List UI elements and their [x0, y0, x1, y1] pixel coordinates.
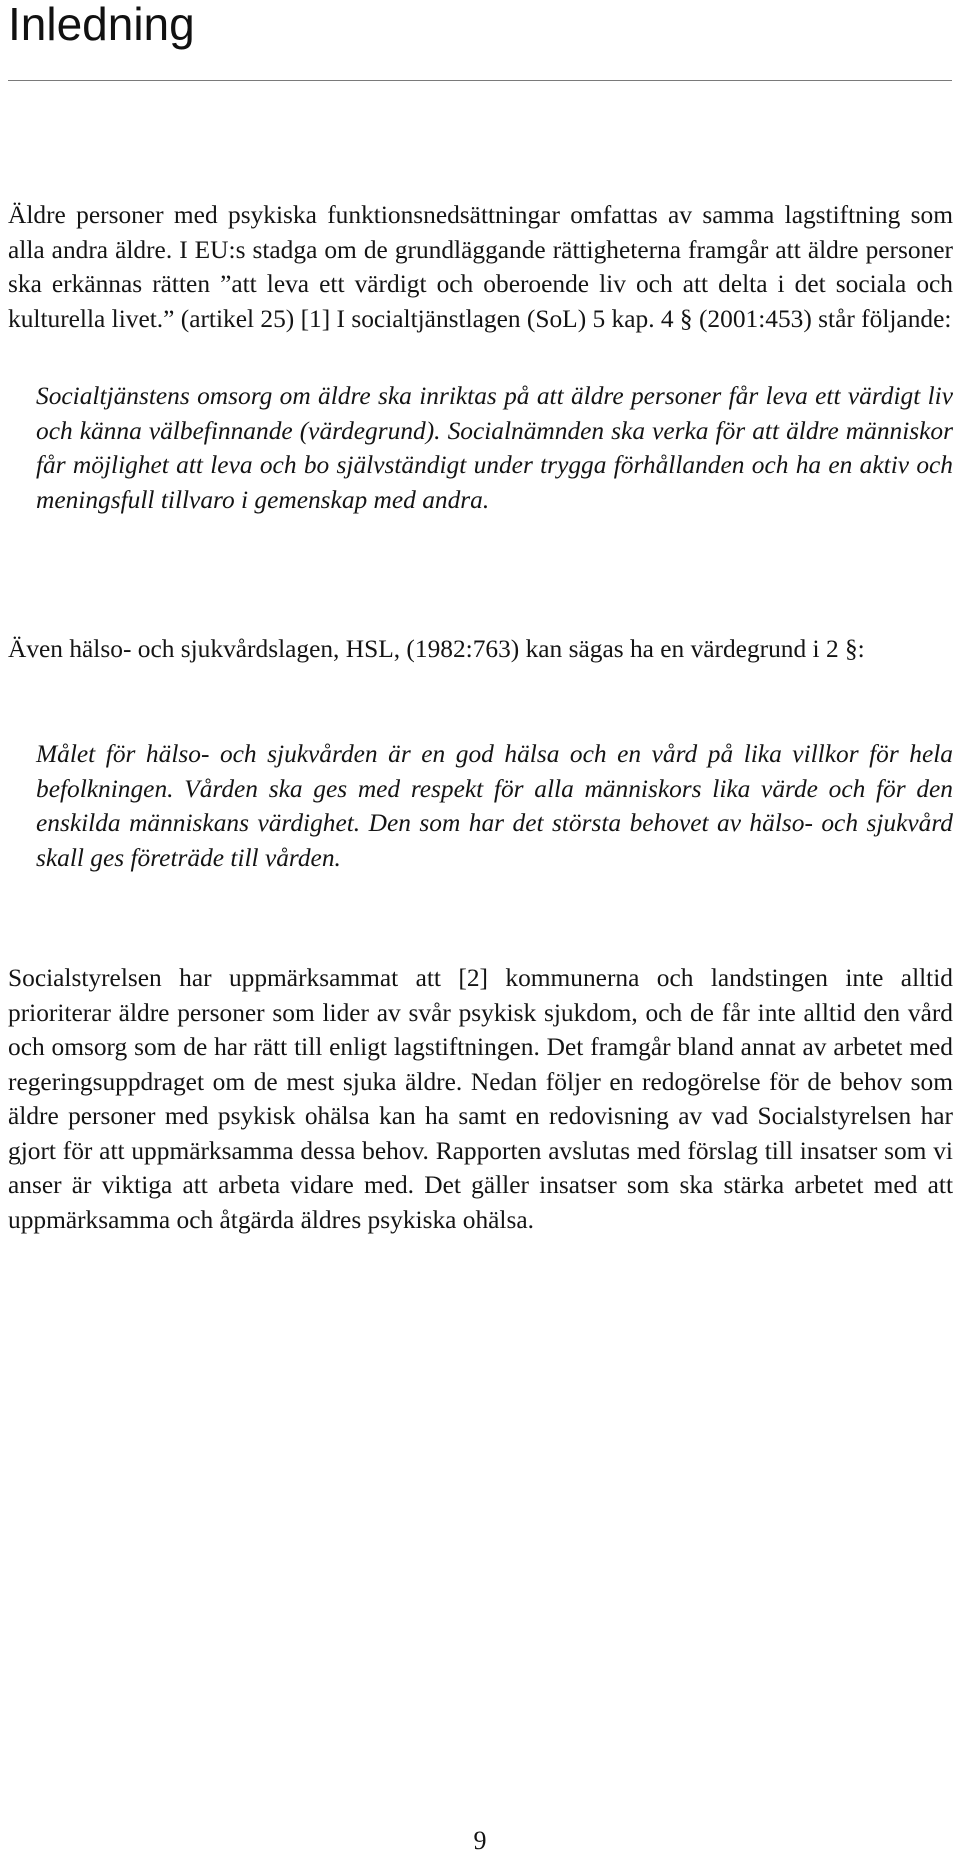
hsl-paragraph: Även hälso- och sjukvårdslagen, HSL, (1982:763) kan sägas ha en värdegrund i 2 §: — [8, 635, 865, 663]
page-number: 9 — [473, 1826, 487, 1855]
sol-quote: Socialtjänstens omsorg om äldre ska inriktas på att äldre personer får leva ett värdigt liv och känna välbefinnande (värdegrund). Socialnämnden ska verka för att äldre människor får möjlighet att leva och bo självständigt under trygga förhållanden och ha en aktiv och meningsfull tillvaro i gemenskap med andra. — [36, 382, 953, 514]
socialstyrelsen-paragraph: Socialstyrelsen har uppmärksammat att [2] kommunerna och landstingen inte alltid prioriterar äldre personer som lider av svår psykisk sjukdom, och de får inte alltid den vård och omsorg som de har rätt till enligt lagstiftningen. Det framgår bland annat av arbetet med regeringsuppdraget om de mest sjuka äldre. Nedan följer en redogörelse för de behov som äldre personer med psykisk ohälsa kan ha samt en redovisning av vad Socialstyrelsen har gjort för att uppmärksamma dessa behov. Rapporten avslutas med förslag till insatser som vi anser är viktiga att arbeta vidare med. Det gäller insatser som ska stärka arbetet med att uppmärksamma och åtgärda äldres psykiska ohälsa. — [8, 964, 953, 1234]
hsl-quote: Målet för hälso- och sjukvården är en god hälsa och en vård på lika villkor för hela befolkningen. Vården ska ges med respekt för alla människors lika värde och för den enskilda människans värdighet. Den som har det största behovet av hälso- och sjukvård skall ges företräde till vården. — [36, 740, 953, 872]
heading-divider — [8, 80, 952, 81]
intro-paragraph: Äldre personer med psykiska funktionsnedsättningar omfattas av samma lagstiftning som alla andra äldre. I EU:s stadga om de grundläggande rättigheterna framgår att äldre personer ska erkännas rätten ”att leva ett värdigt och oberoende liv och att delta i det sociala och kulturella livet.” (artikel 25) [1] I socialtjänstlagen (SoL) 5 kap. 4 § (2001:453) står följande: — [8, 201, 953, 333]
section-heading: Inledning — [8, 0, 195, 50]
